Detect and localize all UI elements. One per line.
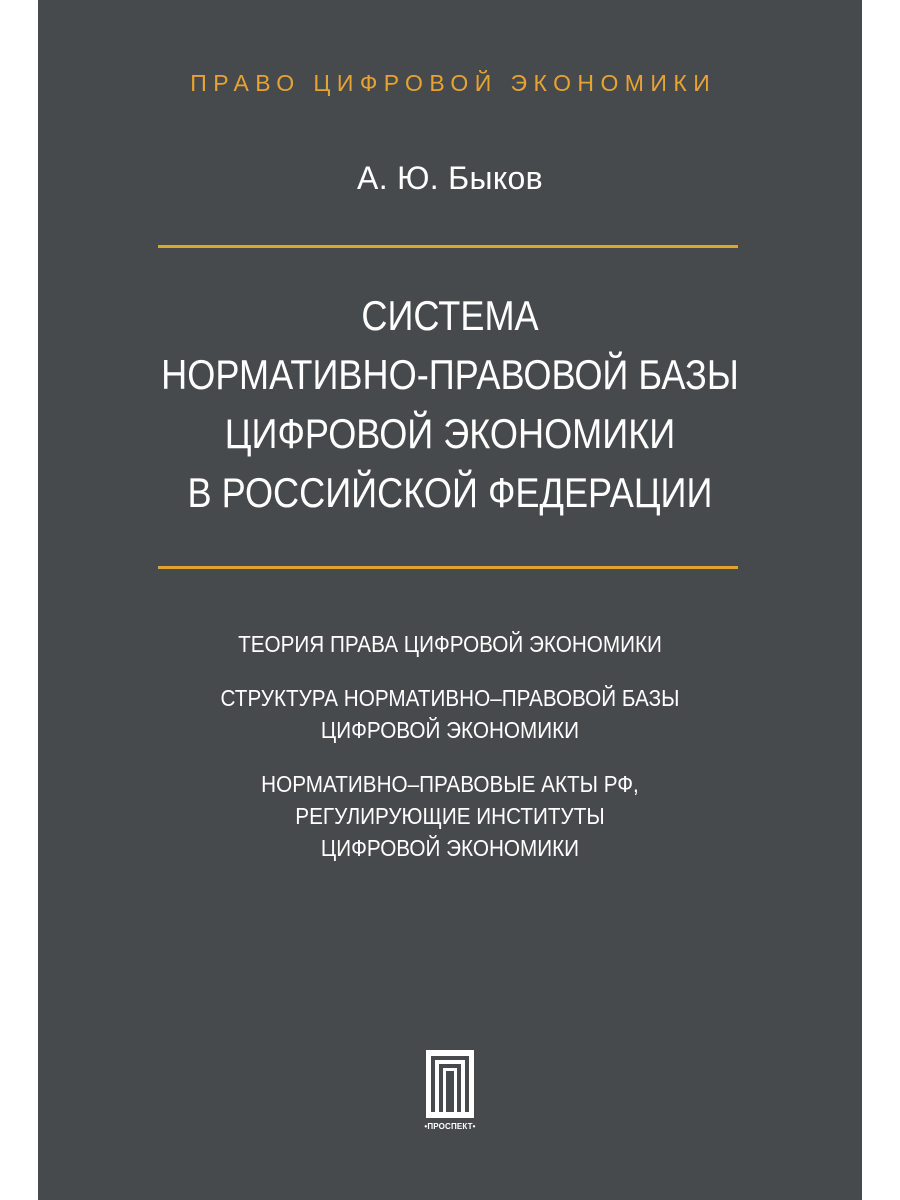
title-line: В РОССИЙСКОЙ ФЕДЕРАЦИИ xyxy=(187,469,713,516)
topic-item xyxy=(115,628,785,660)
topic-line: НОРМАТИВНО–ПРАВОВЫЕ АКТЫ РФ, xyxy=(261,771,639,797)
title-line: НОРМАТИВНО-ПРАВОВОЙ БАЗЫ xyxy=(161,351,739,398)
book-title xyxy=(130,286,770,522)
divider-bottom xyxy=(158,566,738,569)
topic-line: ЦИФРОВОЙ ЭКОНОМИКИ xyxy=(320,835,580,861)
title-line: ЦИФРОВОЙ ЭКОНОМИКИ xyxy=(224,410,676,457)
columned-building-logo-icon xyxy=(426,1050,474,1118)
divider-top xyxy=(158,245,738,248)
topic-line: СТРУКТУРА НОРМАТИВНО–ПРАВОВОЙ БАЗЫ xyxy=(220,685,680,711)
topic-item xyxy=(115,682,785,746)
book-cover xyxy=(38,0,862,1200)
topic-line: РЕГУЛИРУЮЩИЕ ИНСТИТУТЫ xyxy=(295,803,605,829)
topic-item xyxy=(115,768,785,864)
series-title: ПРАВО ЦИФРОВОЙ ЭКОНОМИКИ xyxy=(190,70,717,96)
topic-line: ТЕОРИЯ ПРАВА ЦИФРОВОЙ ЭКОНОМИКИ xyxy=(238,631,662,657)
topic-line: ЦИФРОВОЙ ЭКОНОМИКИ xyxy=(320,717,580,743)
publisher-name: •ПРОСПЕКТ• xyxy=(424,1122,476,1131)
publisher-logo xyxy=(418,1050,482,1140)
title-line: СИСТЕМА xyxy=(361,292,539,339)
author-name: А. Ю. Быков xyxy=(357,160,543,196)
topics-list xyxy=(115,628,785,886)
